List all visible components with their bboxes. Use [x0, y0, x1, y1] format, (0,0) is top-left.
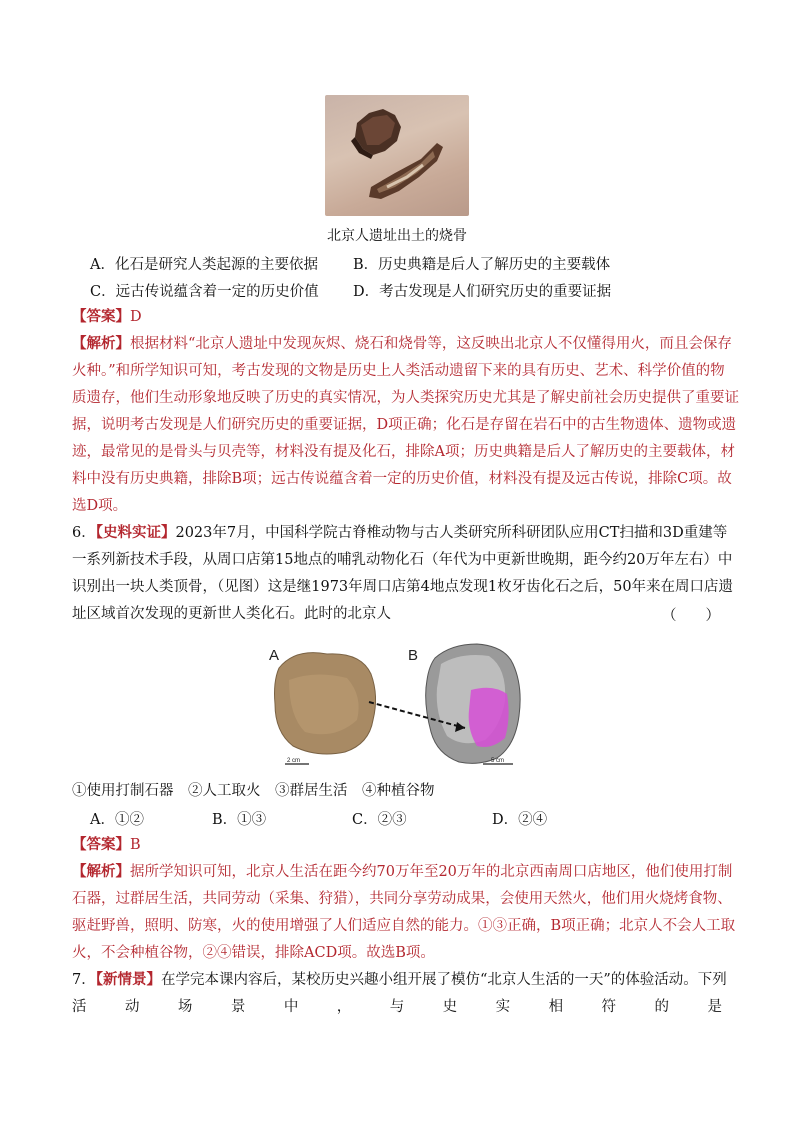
q5-analysis-line: 火种。”和所学知识可知，考古发现的文物是历史上人类活动遗留下来的具有历史、艺术、科学价值的物: [72, 363, 725, 379]
q5-option-a: A．化石是研究人类起源的主要依据: [90, 257, 318, 273]
q6-stem-line: 识别出一块人类顶骨，（见图）这是继1973年周口店第4地点发现1枚牙齿化石之后，50年来在周口店遗: [72, 579, 734, 595]
q6-items: ①使用打制石器 ②人工取火 ③群居生活 ④种植谷物: [72, 783, 435, 799]
q5-analysis-line: 【解析】根据材料“北京人遗址中发现灰烬、烧石和烧骨等，这反映出北京人不仅懂得用火，而且会保存: [72, 335, 732, 352]
skull-fossil-figure: [265, 640, 535, 770]
q5-analysis-line: 迹，最常见的是骨头与贝壳等，材料没有提及化石，排除A项；历史典籍是后人了解历史的主要载体，材: [72, 444, 735, 460]
q5-option-c: C．远古传说蕴含着一定的历史价值: [90, 284, 319, 300]
q6-stem-line: 址区域首次发现的更新世人类化石。此时的北京人: [72, 606, 391, 622]
q5-option-b: B．历史典籍是后人了解历史的主要载体: [353, 257, 611, 273]
answer-tag: 【答案】: [72, 308, 130, 325]
answer-value: D: [130, 309, 142, 325]
figure-label-a: A: [269, 647, 280, 664]
q5-analysis-line: 料中没有历史典籍，排除B项；远古传说蕴含着一定的历史价值，材料没有提及远古传说，排除C项。故: [72, 471, 732, 487]
answer-tag: 【答案】: [72, 836, 130, 853]
q6-analysis-line: 驱赶野兽，照明、防寒，火的使用增强了人们适应自然的能力。①③正确，B项正确；北京人不会人工取: [72, 918, 736, 934]
q6-analysis-line: 火，不会种植谷物，②④错误，排除ACD项。故选B项。: [72, 945, 435, 961]
question-tag: 【新情景】: [95, 971, 161, 988]
q6-stem-line: 一系列新技术手段，从周口店第15地点的哺乳动物化石（年代为中更新世晚期，距今约20万年左右）中: [72, 552, 733, 568]
burnt-bone-photo: [325, 95, 469, 216]
q6-stem-line: 6．【史料实证】2023年7月，中国科学院古脊椎动物与古人类研究所科研团队应用CT扫描和3D重建等: [72, 524, 728, 541]
q7-stem-line: 7．【新情景】在学完本课内容后，某校历史兴趣小组开展了模仿“北京人生活的一天”的体验活动。下列: [72, 971, 727, 988]
q5-answer: [72, 307, 724, 327]
q5-analysis-line: 质遗存，他们生动形象地反映了历史的真实情况，为人类探究历史尤其是了解史前社会历史提供了重要证: [72, 390, 739, 406]
figure-label-b: B: [408, 647, 419, 664]
q6-option-c: C．②③: [352, 812, 407, 828]
question-number: 6．: [72, 525, 96, 541]
q6-answer: [72, 835, 724, 855]
q5-analysis-line: 据，说明考古发现是人们研究历史的重要证据，D项正确；化石是存留在岩石中的古生物遗体、遗物或遗: [72, 417, 737, 433]
scale-a: 2 cm: [287, 758, 301, 764]
q6-option-a: A．①②: [90, 812, 144, 828]
q6-analysis-line: 石器，过群居生活，共同劳动（采集、狩猎），共同分享劳动成果，会使用天然火，他们用火烧烤食物、: [72, 891, 732, 907]
analysis-tag: 【解析】: [72, 335, 130, 352]
q6-option-d: D．②④: [492, 812, 548, 828]
q6-option-b: B．①③: [212, 812, 267, 828]
q5-analysis-line: 选D项。: [72, 498, 128, 514]
question-number: 7．: [72, 972, 96, 988]
scale-b: 5 cm: [491, 758, 505, 764]
q5-option-d: D．考古发现是人们研究历史的重要证据: [353, 284, 612, 300]
answer-value: B: [130, 837, 141, 853]
q7-stem-line-justified: 活 动 场 景 中 ， 与 史 实 相 符 的 是: [72, 999, 722, 1015]
analysis-tag: 【解析】: [72, 863, 130, 880]
bone-fragments-icon: [325, 95, 469, 216]
answer-blank: （ ）: [662, 608, 720, 624]
question-tag: 【史料实证】: [95, 524, 176, 541]
q6-analysis-line: 【解析】据所学知识可知，北京人生活在距今约70万年至20万年的北京西南周口店地区，他们使用打制: [72, 863, 733, 880]
figure1-caption: 北京人遗址出土的烧骨: [327, 228, 467, 244]
